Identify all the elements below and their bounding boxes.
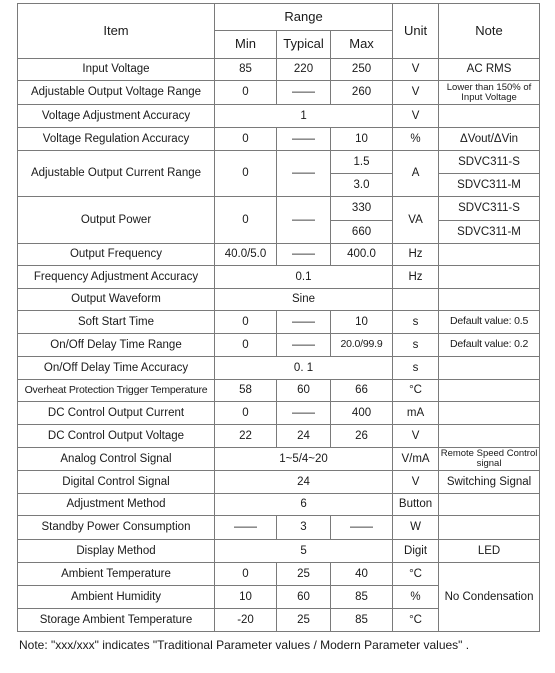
spec-table — [17, 3, 540, 632]
max-cell: 400 — [331, 402, 393, 425]
typical-cell: 25 — [277, 563, 331, 586]
item-cell: Adjustable Output Current Range — [18, 151, 215, 197]
table-row — [18, 197, 540, 221]
item-cell: Display Method — [18, 540, 215, 563]
note-cell — [439, 494, 540, 516]
max-cell: —— — [331, 516, 393, 540]
min-cell: 85 — [215, 59, 277, 81]
note-cell — [439, 402, 540, 425]
unit-cell: s — [393, 334, 439, 357]
note-cell — [439, 425, 540, 448]
table-row — [18, 266, 540, 289]
min-cell: 0 — [215, 311, 277, 334]
unit-cell: s — [393, 311, 439, 334]
unit-cell: Digit — [393, 540, 439, 563]
header-item: Item — [18, 4, 215, 59]
table-row — [18, 425, 540, 448]
value-cell: 0.1 — [215, 266, 393, 289]
note-cell: SDVC311-M — [439, 174, 540, 197]
note-cell — [439, 266, 540, 289]
note-cell: Remote Speed Control signal — [439, 448, 540, 471]
table-row — [18, 128, 540, 151]
typical-cell: —— — [277, 311, 331, 334]
max-cell: 10 — [331, 311, 393, 334]
header-typical: Typical — [277, 31, 331, 59]
note-cell — [439, 244, 540, 266]
note-cell: Switching Signal — [439, 471, 540, 494]
table-row — [18, 494, 540, 516]
note-cell — [439, 380, 540, 402]
item-cell: On/Off Delay Time Range — [18, 334, 215, 357]
item-cell: Analog Control Signal — [18, 448, 215, 471]
header-max: Max — [331, 31, 393, 59]
max-cell: 660 — [331, 221, 393, 244]
value-cell: 24 — [215, 471, 393, 494]
item-cell: Adjustable Output Voltage Range — [18, 81, 215, 105]
unit-cell: Hz — [393, 266, 439, 289]
item-cell: DC Control Output Voltage — [18, 425, 215, 448]
unit-cell: Hz — [393, 244, 439, 266]
min-cell: 40.0/5.0 — [215, 244, 277, 266]
table-row — [18, 105, 540, 128]
table-row — [18, 81, 540, 105]
item-cell: Ambient Humidity — [18, 586, 215, 609]
min-cell: 0 — [215, 81, 277, 105]
max-cell: 66 — [331, 380, 393, 402]
note-cell: Default value: 0.2 — [439, 334, 540, 357]
table-row — [18, 151, 540, 174]
unit-cell: V — [393, 81, 439, 105]
max-cell: 20.0/99.9 — [331, 334, 393, 357]
item-cell: Overheat Protection Trigger Temperature — [18, 380, 215, 402]
unit-cell: V/mA — [393, 448, 439, 471]
table-row — [18, 244, 540, 266]
min-cell: 0 — [215, 334, 277, 357]
max-cell: 40 — [331, 563, 393, 586]
typical-cell: —— — [277, 128, 331, 151]
max-cell: 1.5 — [331, 151, 393, 174]
note-cell: SDVC311-S — [439, 151, 540, 174]
header-min: Min — [215, 31, 277, 59]
typical-cell: —— — [277, 151, 331, 197]
typical-cell: —— — [277, 197, 331, 244]
min-cell: 0 — [215, 563, 277, 586]
value-cell: 0. 1 — [215, 357, 393, 380]
max-cell: 330 — [331, 197, 393, 221]
min-cell: -20 — [215, 609, 277, 632]
min-cell: 0 — [215, 197, 277, 244]
min-cell: 58 — [215, 380, 277, 402]
note-cell: No Condensation — [439, 563, 540, 632]
table-row — [18, 540, 540, 563]
item-cell: Ambient Temperature — [18, 563, 215, 586]
unit-cell: W — [393, 516, 439, 540]
unit-cell: °C — [393, 609, 439, 632]
min-cell: —— — [215, 516, 277, 540]
note-cell: Lower than 150% of Input Voltage — [439, 81, 540, 105]
note-cell: ΔVout/ΔVin — [439, 128, 540, 151]
header-note: Note — [439, 4, 540, 59]
unit-cell: V — [393, 425, 439, 448]
item-cell: Digital Control Signal — [18, 471, 215, 494]
typical-cell: 25 — [277, 609, 331, 632]
max-cell: 260 — [331, 81, 393, 105]
unit-cell — [393, 289, 439, 311]
note-cell — [439, 289, 540, 311]
item-cell: Voltage Regulation Accuracy — [18, 128, 215, 151]
value-cell: Sine — [215, 289, 393, 311]
typical-cell: 24 — [277, 425, 331, 448]
min-cell: 0 — [215, 151, 277, 197]
header-unit: Unit — [393, 4, 439, 59]
typical-cell: 60 — [277, 380, 331, 402]
value-cell: 6 — [215, 494, 393, 516]
unit-cell: °C — [393, 563, 439, 586]
max-cell: 250 — [331, 59, 393, 81]
unit-cell: mA — [393, 402, 439, 425]
item-cell: Input Voltage — [18, 59, 215, 81]
item-cell: Adjustment Method — [18, 494, 215, 516]
typical-cell: 220 — [277, 59, 331, 81]
note-cell — [439, 516, 540, 540]
item-cell: Output Frequency — [18, 244, 215, 266]
unit-cell: V — [393, 59, 439, 81]
table-row — [18, 448, 540, 471]
typical-cell: —— — [277, 334, 331, 357]
item-cell: Storage Ambient Temperature — [18, 609, 215, 632]
table-row — [18, 563, 540, 586]
note-cell: LED — [439, 540, 540, 563]
item-cell: DC Control Output Current — [18, 402, 215, 425]
table-row — [18, 471, 540, 494]
item-cell: Output Power — [18, 197, 215, 244]
item-cell: Soft Start Time — [18, 311, 215, 334]
item-cell: Output Waveform — [18, 289, 215, 311]
typical-cell: —— — [277, 402, 331, 425]
min-cell: 22 — [215, 425, 277, 448]
value-cell: 1~5/4~20 — [215, 448, 393, 471]
unit-cell: V — [393, 471, 439, 494]
unit-cell: V — [393, 105, 439, 128]
typical-cell: —— — [277, 244, 331, 266]
unit-cell: Button — [393, 494, 439, 516]
unit-cell: % — [393, 128, 439, 151]
note-cell: SDVC311-S — [439, 197, 540, 221]
unit-cell: s — [393, 357, 439, 380]
max-cell: 85 — [331, 609, 393, 632]
item-cell: Frequency Adjustment Accuracy — [18, 266, 215, 289]
note-cell: AC RMS — [439, 59, 540, 81]
table-row — [18, 59, 540, 81]
max-cell: 3.0 — [331, 174, 393, 197]
note-cell: Default value: 0.5 — [439, 311, 540, 334]
header-range: Range — [215, 4, 393, 31]
table-row — [18, 380, 540, 402]
item-cell: Voltage Adjustment Accuracy — [18, 105, 215, 128]
min-cell: 10 — [215, 586, 277, 609]
typical-cell: 3 — [277, 516, 331, 540]
unit-cell: % — [393, 586, 439, 609]
table-row — [18, 334, 540, 357]
note-cell: SDVC311-M — [439, 221, 540, 244]
table-row — [18, 402, 540, 425]
note-cell — [439, 105, 540, 128]
table-row — [18, 357, 540, 380]
max-cell: 85 — [331, 586, 393, 609]
item-cell: On/Off Delay Time Accuracy — [18, 357, 215, 380]
note-cell — [439, 357, 540, 380]
min-cell: 0 — [215, 128, 277, 151]
max-cell: 10 — [331, 128, 393, 151]
table-row — [18, 311, 540, 334]
table-row — [18, 289, 540, 311]
value-cell: 1 — [215, 105, 393, 128]
max-cell: 26 — [331, 425, 393, 448]
footnote: Note: "xxx/xxx" indicates "Traditional Parameter values / Modern Parameter values" . — [19, 638, 470, 652]
typical-cell: 60 — [277, 586, 331, 609]
item-cell: Standby Power Consumption — [18, 516, 215, 540]
unit-cell: VA — [393, 197, 439, 244]
table-row — [18, 516, 540, 540]
unit-cell: A — [393, 151, 439, 197]
unit-cell: °C — [393, 380, 439, 402]
max-cell: 400.0 — [331, 244, 393, 266]
value-cell: 5 — [215, 540, 393, 563]
min-cell: 0 — [215, 402, 277, 425]
typical-cell: —— — [277, 81, 331, 105]
